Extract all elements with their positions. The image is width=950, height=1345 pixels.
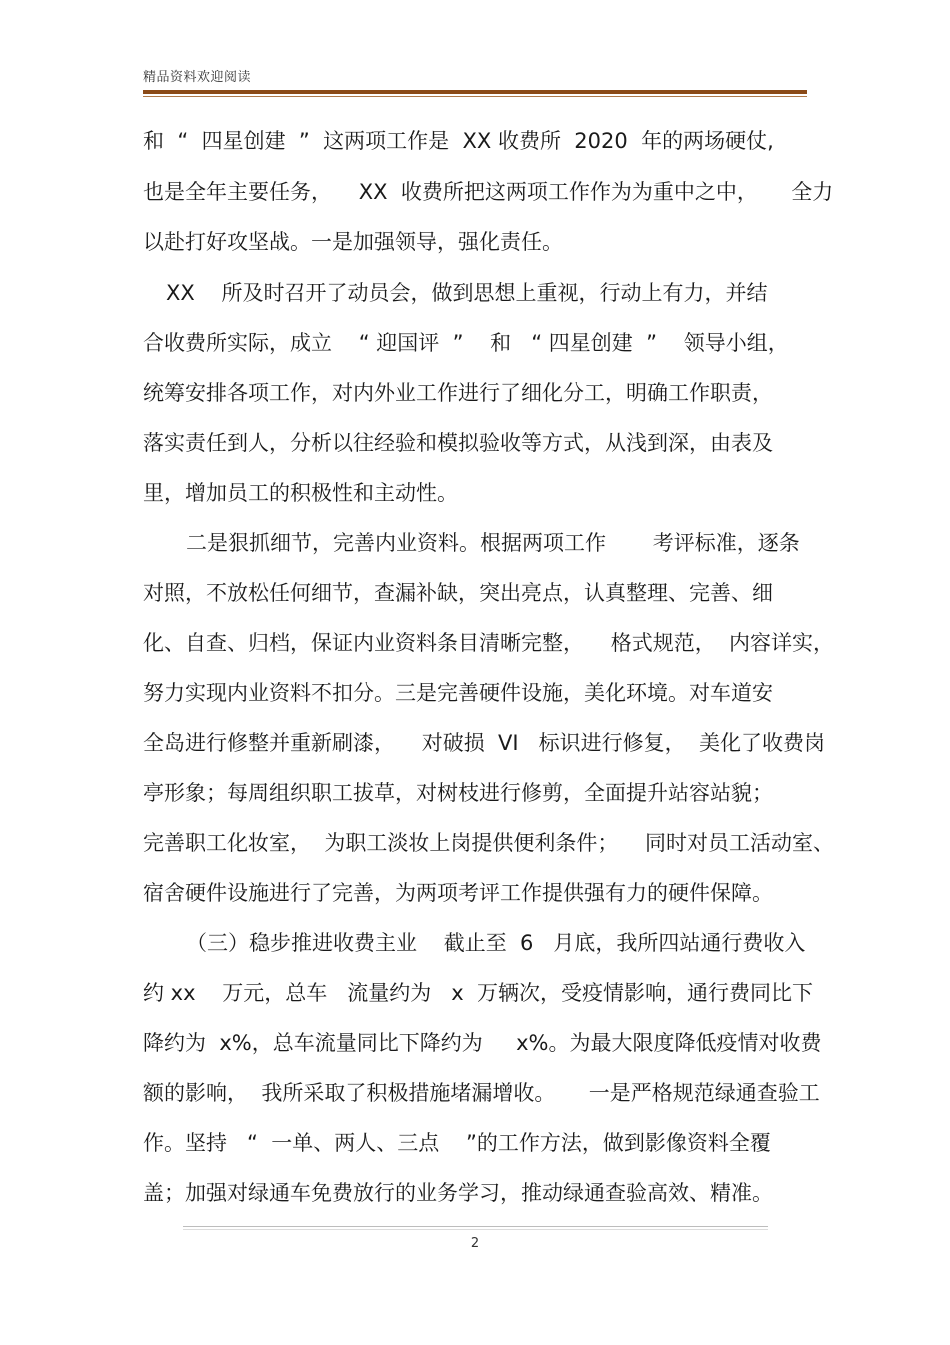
body-line: 里，增加员工的积极性和主动性。 <box>143 481 458 505</box>
footer-rule-shadow <box>183 1229 768 1230</box>
body-line: （三）稳步推进收费主业 截止至 6 月底，我所四站通行费收入 <box>186 931 806 955</box>
body-line: 也是全年主要任务， XX 收费所把这两项工作作为为重中之中， 全力 <box>143 180 834 204</box>
page-number: 2 <box>470 1236 480 1251</box>
body-line: 以赴打好攻坚战。一是加强领导，强化责任。 <box>143 230 563 254</box>
body-line: 完善职工化妆室， 为职工淡妆上岗提供便利条件； 同时对员工活动室、 <box>143 831 835 855</box>
header-rule-thin <box>143 96 807 97</box>
footer-rule <box>183 1226 768 1227</box>
body-line: 作。坚持 “ 一单、两人、三点 ”的工作方法，做到影像资料全覆 <box>143 1131 771 1155</box>
body-line: 统筹安排各项工作，对内外业工作进行了细化分工，明确工作职责， <box>143 381 773 405</box>
body-line: 盖；加强对绿通车免费放行的业务学习，推动绿通查验高效、精准。 <box>143 1181 773 1205</box>
body-line: 约 xx 万元，总车 流量约为 x 万辆次，受疫情影响，通行费同比下 <box>143 981 814 1005</box>
body-line: XX 所及时召开了动员会，做到思想上重视，行动上有力，并结 <box>166 281 768 305</box>
body-line: 化、自查、归档，保证内业资料条目清晰完整， 格式规范， 内容详实， <box>143 631 835 655</box>
header-rule <box>143 90 807 94</box>
body-line: 落实责任到人，分析以往经验和模拟验收等方式，从浅到深，由表及 <box>143 431 773 455</box>
body-line: 亭形象；每周组织职工拔草，对树枝进行修剪，全面提升站容站貌； <box>143 781 773 805</box>
body-line: 额的影响， 我所采取了积极措施堵漏增收。 一是严格规范绿通查验工 <box>143 1081 820 1105</box>
body-line: 宿舍硬件设施进行了完善，为两项考评工作提供强有力的硬件保障。 <box>143 881 773 905</box>
body-line: 全岛进行修整并重新刷漆， 对破损 VI 标识进行修复， 美化了收费岗 <box>143 731 825 755</box>
body-line: 努力实现内业资料不扣分。三是完善硬件设施，美化环境。对车道安 <box>143 681 773 705</box>
body-line: 合收费所实际，成立 “ 迎国评 ” 和 “ 四星创建 ” 领导小组， <box>143 331 789 355</box>
body-line: 二是狠抓细节，完善内业资料。根据两项工作 考评标准，逐条 <box>186 531 800 555</box>
body-line: 和 “ 四星创建 ” 这两项工作是 XX 收费所 2020 年的两场硬仗, <box>143 129 774 153</box>
body-line: 对照，不放松任何细节，查漏补缺，突出亮点，认真整理、完善、细 <box>143 581 773 605</box>
body-line: 降约为 x%，总车流量同比下降约为 x%。为最大限度降低疫情对收费 <box>143 1031 822 1055</box>
header-title: 精品资料欢迎阅读 <box>143 70 252 85</box>
